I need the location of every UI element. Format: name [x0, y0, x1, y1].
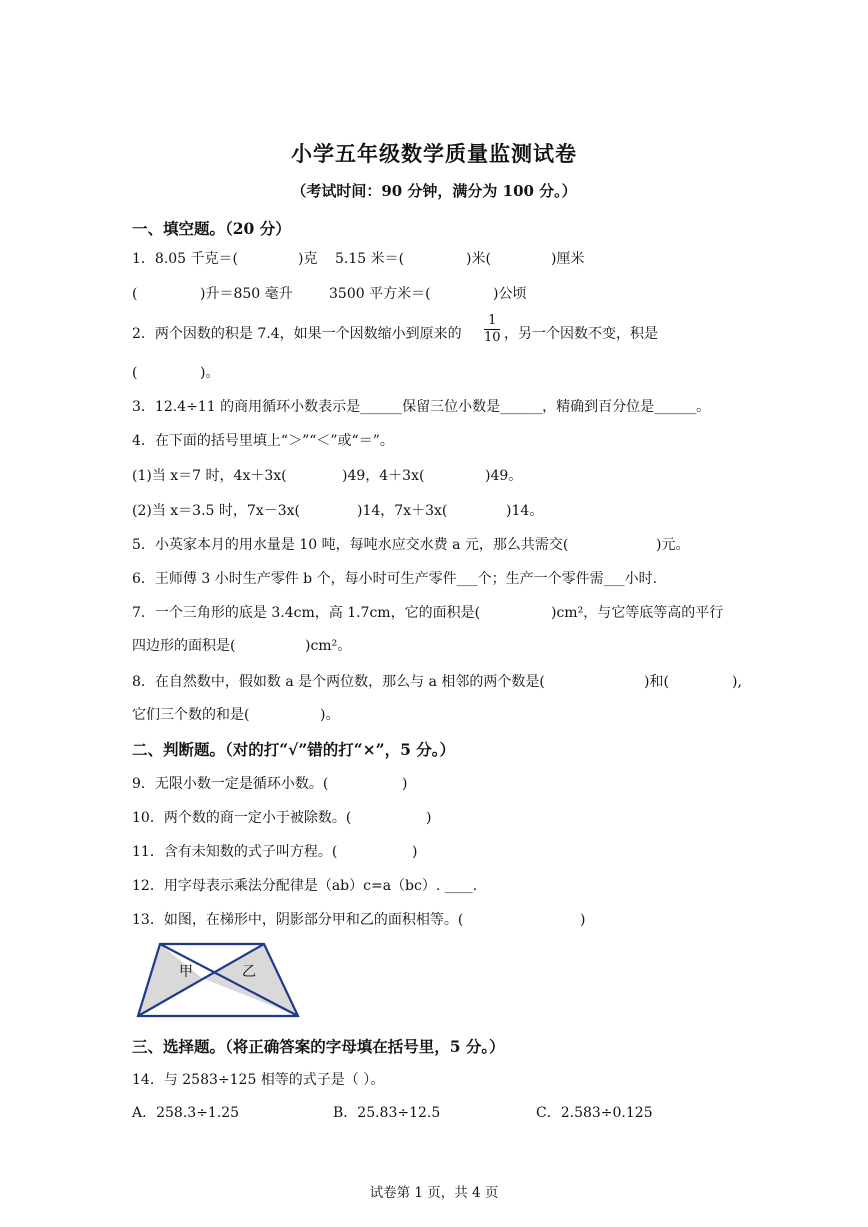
question-14: 14．与 2583÷125 相等的式子是（ ）。 [132, 1072, 385, 1088]
question-12: 12．用字母表示乘法分配律是（ab）c=a（bc）. ____. [132, 878, 478, 894]
exam-info: （考试时间：90 分钟，满分为 100 分。） [291, 182, 577, 200]
trapezoid-figure [134, 940, 304, 1020]
label-yi: 乙 [242, 964, 256, 980]
page-title: 小学五年级数学质量监测试卷 [291, 142, 577, 166]
option-c: C．2.583÷0.125 [536, 1105, 653, 1121]
question-3: 3．12.4÷11 的商用循环小数表示是______保留三位小数是______，精确到百分位是______。 [132, 399, 711, 415]
option-a: A．258.3÷1.25 [132, 1105, 240, 1121]
question-6: 6．王师傅 3 小时生产零件 b 个，每小时可生产零件___个；生产一个零件需___小时. [132, 571, 658, 587]
shaded-region-yi [202, 944, 298, 1016]
section-multiple-choice: 三、选择题。（将正确答案的字母填在括号里，5 分。） [132, 1037, 505, 1056]
section-true-false: 二、判断题。（对的打“√”错的打“×”，5 分。） [132, 740, 456, 759]
shaded-region-jia [138, 944, 202, 1016]
option-b: B．25.83÷12.5 [333, 1105, 441, 1121]
question-4: 4．在下面的括号里填上“＞”“＜”或“＝”。 [132, 433, 394, 449]
page-footer: 试卷第 1 页，共 4 页 [369, 1185, 499, 1201]
label-jia: 甲 [179, 964, 193, 980]
fraction-one-tenth: 1 10 [484, 313, 501, 345]
section-fill-blank: 一、填空题。（20 分） [132, 219, 291, 238]
